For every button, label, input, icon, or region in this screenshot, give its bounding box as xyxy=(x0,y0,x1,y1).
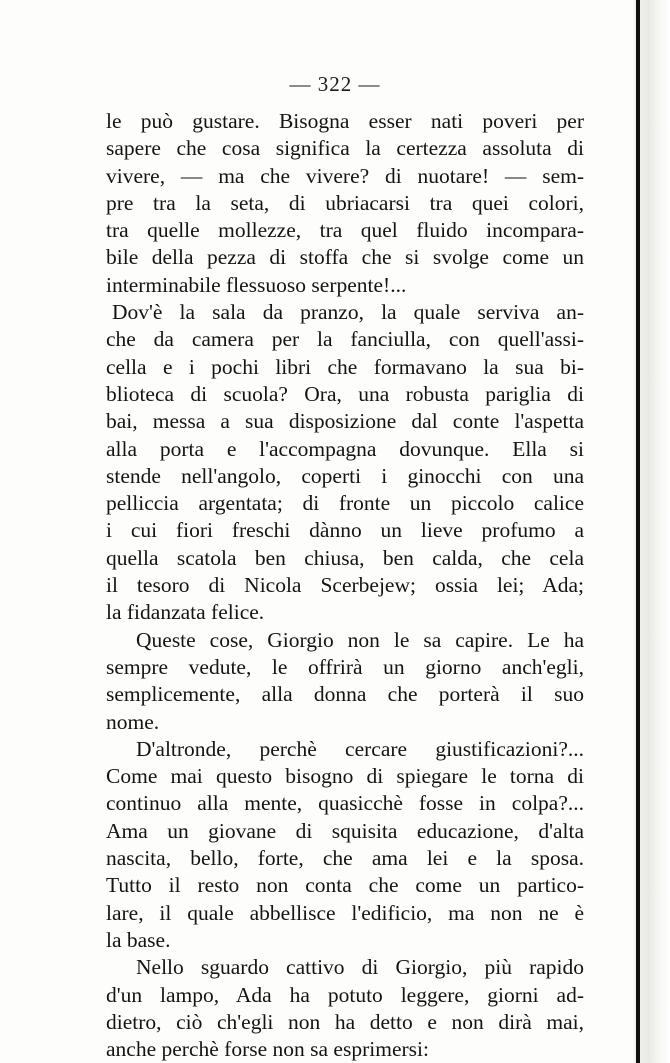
text-line: anche perchè forse non sa esprimersi: xyxy=(106,1037,429,1062)
text-line: quella scatola ben chiusa, ben calda, che cela xyxy=(106,545,584,570)
text-line: continuo alla mente, quasicchè fosse in colpa?... xyxy=(106,791,584,816)
body-text xyxy=(106,108,584,1063)
text-line: il tesoro di Nicola Scerbejew; ossia lei; Ada; xyxy=(106,573,584,598)
text-line: Queste cose, Giorgio non le sa capire. Le ha xyxy=(136,627,584,652)
text-line: cella e i pochi libri che formavano la sua bi- xyxy=(106,354,584,379)
text-line: sempre vedute, le offrirà un giorno anch'egli, xyxy=(106,654,584,679)
text-line: nascita, bello, forte, che ama lei e la sposa. xyxy=(106,846,584,871)
text-line: vivere, — ma che vivere? di nuotare! — sem- xyxy=(106,163,584,188)
text-line: tra quelle mollezze, tra quel fluido incompara- xyxy=(106,218,584,243)
text-line: la fidanzata felice. xyxy=(106,600,265,625)
text-line: lare, il quale abbellisce l'edificio, ma non ne è xyxy=(106,900,584,925)
text-line: dietro, ciò ch'egli non ha detto e non dirà mai, xyxy=(106,1009,584,1034)
text-line: D'altronde, perchè cercare giustificazioni?... xyxy=(136,736,584,761)
text-line: i cui fiori freschi dànno un lieve profumo a xyxy=(106,518,584,543)
text-line: le può gustare. Bisogna esser nati poveri per xyxy=(106,109,584,133)
text-line: alla porta e l'accompagna dovunque. Ella si xyxy=(106,436,584,461)
text-line: interminabile flessuoso serpente!... xyxy=(106,272,407,297)
text-line: nome. xyxy=(106,709,160,734)
page-binding-edge xyxy=(636,0,640,1063)
text-line: bai, messa a sua disposizione dal conte l'aspetta xyxy=(106,409,584,434)
text-line: Tutto il resto non conta che come un partico- xyxy=(106,873,584,898)
text-line: Come mai questo bisogno di spiegare le torna di xyxy=(106,764,584,789)
text-line: Dov'è la sala da pranzo, la quale serviva an- xyxy=(112,300,584,325)
text-line: semplicemente, alla donna che porterà il suo xyxy=(106,682,584,707)
text-line: stende nell'angolo, coperti i ginocchi con una xyxy=(106,463,584,488)
text-line: sapere che cosa significa la certezza assoluta di xyxy=(106,136,584,161)
text-line: blioteca di scuola? Ora, una robusta pariglia di xyxy=(106,381,584,406)
text-line: la base. xyxy=(106,927,171,952)
text-line: pelliccia argentata; di fronte un piccolo calice xyxy=(106,491,584,516)
page-number: — 322 — xyxy=(289,72,381,96)
text-line: Nello sguardo cattivo di Giorgio, più rapido xyxy=(136,955,584,980)
text-line: d'un lampo, Ada ha potuto leggere, giorni ad- xyxy=(106,982,584,1007)
text-line: Ama un giovane di squisita educazione, d'alta xyxy=(106,818,584,843)
text-line: pre tra la seta, di ubriacarsi tra quei colori, xyxy=(106,190,584,215)
text-line: che da camera per la fanciulla, con quell'assi- xyxy=(106,327,584,352)
text-line: bile della pezza di stoffa che si svolge come un xyxy=(106,245,584,270)
